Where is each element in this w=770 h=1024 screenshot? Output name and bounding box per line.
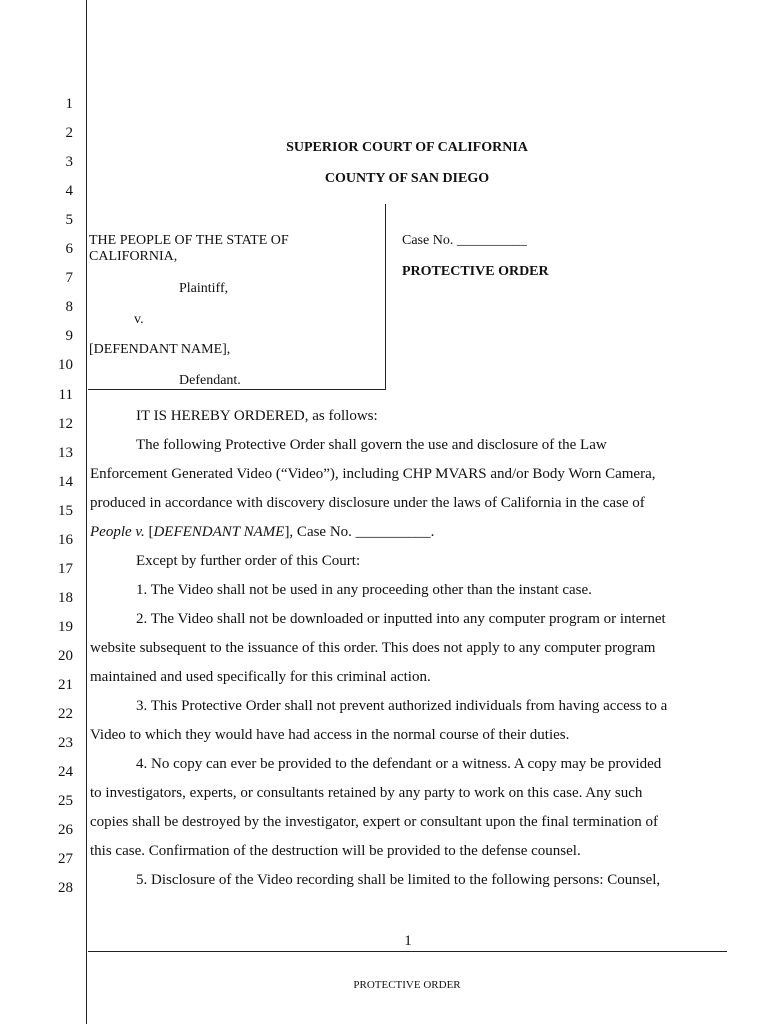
body-line-17: Except by further order of this Court: [136,553,361,569]
caption-bottom-rule [88,389,386,390]
body-line-24: 4. No copy can ever be provided to the defendant or a witness. A copy may be provided [136,756,662,772]
body-line-16 [90,524,434,541]
line-number: 18 [58,589,73,606]
versus: v. [134,312,144,327]
body-line-20: website subsequent to the issuance of this order. This does not apply to any computer program [90,640,656,656]
case-number: Case No. __________ [402,233,527,248]
line-number: 20 [58,647,73,664]
defendant-name-italic: DEFENDANT NAME [153,524,285,540]
document-title: PROTECTIVE ORDER [402,264,549,279]
body-line-15: produced in accordance with discovery disclosure under the laws of California in the case of [90,495,645,511]
body-line-26: copies shall be destroyed by the investigator, expert or consultant upon the final termination of [90,814,659,830]
body-line-22: 3. This Protective Order shall not prevent authorized individuals from having access to a [136,698,668,714]
court-county: COUNTY OF SAN DIEGO [324,171,490,186]
line-number: 3 [65,154,73,171]
body-line-12: IT IS HEREBY ORDERED, as follows: [136,408,378,424]
body-line-21: maintained and used specifically for this criminal action. [90,669,431,685]
body-line-25: to investigators, experts, or consultants retained by any party to work on this case. Any such [90,785,643,801]
plaintiff-role: Plaintiff, [179,281,229,296]
line-number: 16 [58,531,73,548]
line-number: 14 [58,473,73,490]
line-number: 5 [65,212,73,229]
body-line-28: 5. Disclosure of the Video recording shall be limited to the following persons: Counsel, [136,872,661,888]
defendant-name: [DEFENDANT NAME], [89,342,231,357]
line-number: 27 [58,851,73,868]
line-number: 15 [58,502,73,519]
line-number: 22 [58,706,73,723]
defendant-role: Defendant. [179,373,241,388]
line-number: 8 [65,299,73,316]
line-number: 1 [65,96,73,112]
court-name: SUPERIOR COURT OF CALIFORNIA [286,140,528,155]
line-number: 4 [65,183,73,200]
line-number: 9 [65,328,73,345]
footer-rule [88,951,727,952]
footer-title: PROTECTIVE ORDER [353,979,461,991]
left-margin-rule [86,0,87,1024]
body-line-27: this case. Confirmation of the destruction will be provided to the defense counsel. [90,843,581,859]
body-line-19: 2. The Video shall not be downloaded or inputted into any computer program or internet [136,611,666,627]
line-number: 26 [58,822,73,839]
plaintiff-name-line2: CALIFORNIA, [89,249,178,264]
line-number: 25 [58,793,73,810]
plaintiff-name-line1: THE PEOPLE OF THE STATE OF [89,233,289,248]
line-number: 6 [65,241,73,258]
body-line-13: The following Protective Order shall govern the use and disclosure of the Law [136,437,607,453]
line-number: 7 [65,270,73,287]
case-name-italic: People v. [90,524,145,540]
line-number: 2 [65,125,73,142]
line-number: 10 [58,357,73,374]
line-number: 21 [58,677,73,693]
case-number-inline: ], Case No. __________. [284,524,435,540]
line-number: 28 [58,880,73,897]
body-line-14: Enforcement Generated Video (“Video”), including CHP MVARS and/or Body Worn Camera, [90,466,656,482]
case-name-bracket-open: [ [144,524,154,540]
body-line-18: 1. The Video shall not be used in any proceeding other than the instant case. [136,582,592,598]
line-number: 13 [58,444,73,461]
caption-vertical-rule [385,204,386,390]
line-number: 12 [58,415,73,432]
line-number: 23 [58,735,73,752]
line-number: 17 [58,560,73,577]
body-line-23: Video to which they would have had access in the normal course of their duties. [90,727,570,743]
line-number: 11 [58,386,73,403]
page-number: 1 [404,933,412,949]
line-number: 19 [58,618,73,635]
line-number: 24 [58,764,73,781]
